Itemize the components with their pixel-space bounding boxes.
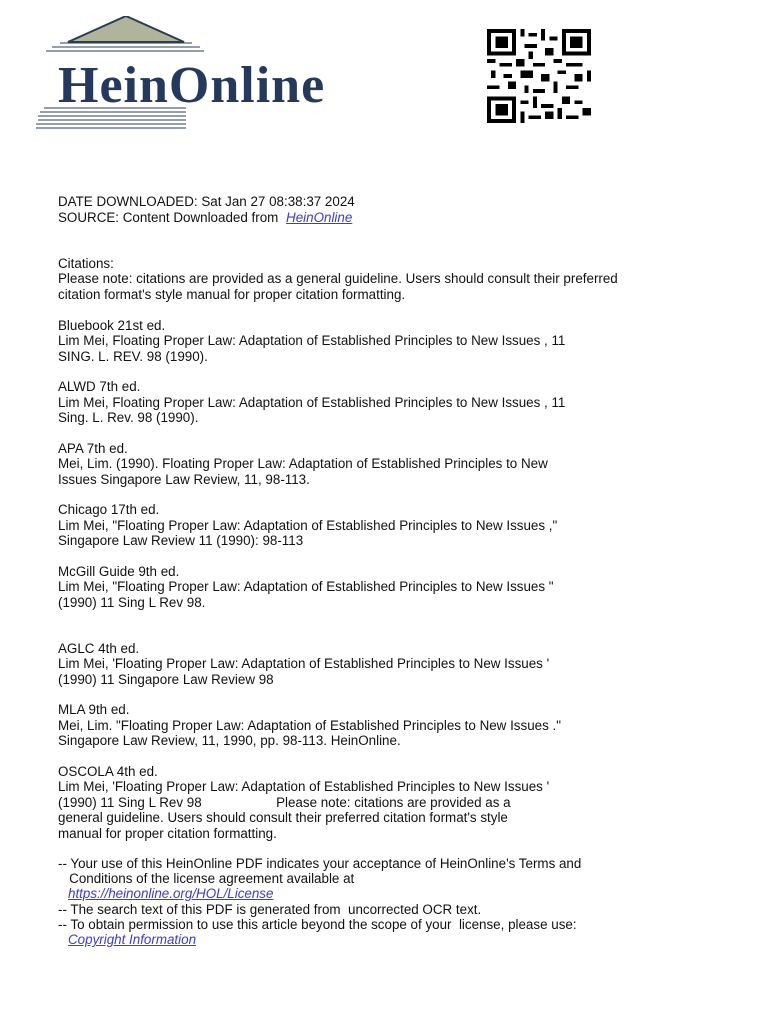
citation-style: OSCOLA 4th ed. — [58, 764, 158, 779]
source-link[interactable]: HeinOnline — [286, 210, 353, 225]
source-prefix: SOURCE: Content Downloaded from — [58, 210, 279, 225]
citation-style: APA 7th ed. — [58, 441, 128, 456]
citations-note-line1: Please note: citations are provided as a general guideline. Users should consult their preferred — [58, 271, 618, 286]
permission-line: -- To obtain permission to use this article beyond the scope of your license, please use: — [58, 917, 577, 932]
qr-code-icon — [487, 29, 591, 123]
citation-text: Lim Mei, 'Floating Proper Law: Adaptation of Established Principles to New Issues ' — [58, 656, 550, 671]
citation-text: Lim Mei, Floating Proper Law: Adaptation of Established Principles to New Issues , 11 — [58, 333, 566, 348]
citation-text: manual for proper citation formatting. — [58, 826, 277, 841]
citation-text: (1990) 11 Sing L Rev 98. — [58, 595, 206, 610]
citation-text: Sing. L. Rev. 98 (1990). — [58, 410, 199, 425]
citation-text: (1990) 11 Sing L Rev 98 Please note: citations are provided as a — [58, 795, 511, 810]
license-link[interactable]: https://heinonline.org/HOL/License — [68, 886, 274, 901]
logo-text: HeinOnline — [58, 57, 326, 114]
citation-text: Lim Mei, Floating Proper Law: Adaptation of Established Principles to New Issues , 11 — [58, 395, 566, 410]
citation-text: Singapore Law Review 11 (1990): 98-113 — [58, 533, 304, 548]
terms-line1: -- Your use of this HeinOnline PDF indicates your acceptance of HeinOnline's Terms and — [58, 856, 582, 871]
date-downloaded: DATE DOWNLOADED: Sat Jan 27 08:38:37 2024 — [58, 194, 355, 209]
citation-text: Mei, Lim. "Floating Proper Law: Adaptation of Established Principles to New Issues ." — [58, 718, 561, 733]
citation-text: (1990) 11 Singapore Law Review 98 — [58, 672, 274, 687]
heinonline-logo — [36, 16, 426, 132]
citation-style: Chicago 17th ed. — [58, 502, 160, 517]
citation-text: general guideline. Users should consult their preferred citation format's style — [58, 810, 508, 825]
citation-text: Mei, Lim. (1990). Floating Proper Law: Adaptation of Established Principles to New — [58, 456, 548, 471]
terms-line2: Conditions of the license agreement available at — [58, 871, 355, 886]
ocr-line: -- The search text of this PDF is generated from uncorrected OCR text. — [58, 902, 482, 917]
citation-text: Singapore Law Review, 11, 1990, pp. 98-113. HeinOnline. — [58, 733, 401, 748]
citations-note-line2: citation format's style manual for proper citation formatting. — [58, 287, 406, 302]
citation-text: Lim Mei, "Floating Proper Law: Adaptation of Established Principles to New Issues " — [58, 579, 554, 594]
citations-heading: Citations: — [58, 256, 114, 271]
citation-style: McGill Guide 9th ed. — [58, 564, 180, 579]
citation-style: ALWD 7th ed. — [58, 379, 141, 394]
citation-text: Lim Mei, 'Floating Proper Law: Adaptation of Established Principles to New Issues ' — [58, 779, 550, 794]
citation-text: SING. L. REV. 98 (1990). — [58, 349, 208, 364]
citation-style: MLA 9th ed. — [58, 702, 130, 717]
citation-text: Lim Mei, "Floating Proper Law: Adaptation of Established Principles to New Issues ," — [58, 518, 558, 533]
citation-style: AGLC 4th ed. — [58, 641, 140, 656]
citation-text: Issues Singapore Law Review, 11, 98-113. — [58, 472, 310, 487]
copyright-link[interactable]: Copyright Information — [68, 932, 197, 947]
citation-style: Bluebook 21st ed. — [58, 318, 166, 333]
source-line — [58, 210, 352, 225]
